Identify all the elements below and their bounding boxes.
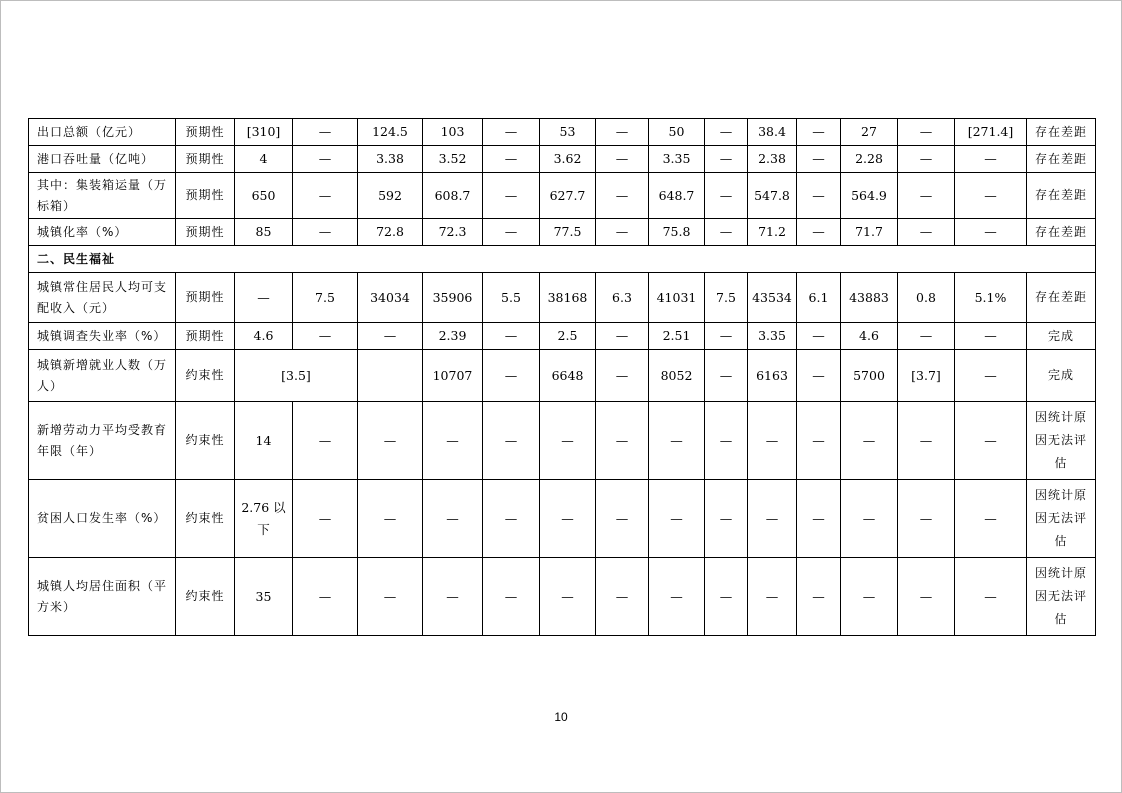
value-cell: — (293, 146, 358, 173)
value-cell: 2.39 (423, 323, 483, 350)
section-row (29, 246, 1096, 273)
status-cell: 因统计原因无法评估 (1027, 480, 1096, 558)
value-cell: — (596, 558, 649, 636)
value-cell: — (705, 402, 748, 480)
value-cell: — (483, 558, 540, 636)
value-cell: 8052 (649, 350, 705, 402)
table-row (29, 402, 1096, 480)
value-cell: 5700 (841, 350, 898, 402)
indicator-name: 城镇人均居住面积（平方米） (29, 558, 176, 636)
value-cell: 35 (235, 558, 293, 636)
value-cell: 2.5 (540, 323, 596, 350)
value-cell: 6163 (748, 350, 797, 402)
value-cell: — (293, 119, 358, 146)
value-cell: 547.8 (748, 173, 797, 219)
value-cell: — (358, 558, 423, 636)
indicator-type: 约束性 (176, 480, 235, 558)
value-cell: 3.38 (358, 146, 423, 173)
indicator-table (28, 118, 1096, 636)
value-cell: — (596, 480, 649, 558)
value-cell: — (235, 273, 293, 323)
value-cell: 71.2 (748, 219, 797, 246)
value-cell: — (705, 146, 748, 173)
value-cell: 77.5 (540, 219, 596, 246)
status-cell: 存在差距 (1027, 119, 1096, 146)
value-cell: — (293, 173, 358, 219)
indicator-name: 新增劳动力平均受教育年限（年） (29, 402, 176, 480)
indicator-type: 预期性 (176, 219, 235, 246)
table-row (29, 173, 1096, 219)
value-cell: — (358, 323, 423, 350)
indicator-type: 约束性 (176, 558, 235, 636)
value-cell: 2.28 (841, 146, 898, 173)
value-cell: — (898, 402, 955, 480)
value-cell: — (898, 146, 955, 173)
value-cell: 103 (423, 119, 483, 146)
value-cell: 564.9 (841, 173, 898, 219)
value-cell: — (705, 558, 748, 636)
value-cell: — (797, 173, 841, 219)
value-cell: [310] (235, 119, 293, 146)
value-cell: — (483, 219, 540, 246)
value-cell: — (955, 173, 1027, 219)
value-cell: — (797, 402, 841, 480)
value-cell: [3.7] (898, 350, 955, 402)
value-cell: 71.7 (841, 219, 898, 246)
value-cell: — (955, 323, 1027, 350)
value-cell: — (483, 146, 540, 173)
table-row (29, 350, 1096, 402)
value-cell: 627.7 (540, 173, 596, 219)
indicator-name: 出口总额（亿元） (29, 119, 176, 146)
indicator-name: 贫困人口发生率（%） (29, 480, 176, 558)
indicator-name: 城镇常住居民人均可支配收入（元） (29, 273, 176, 323)
indicator-type: 预期性 (176, 323, 235, 350)
section-title: 二、民生福祉 (29, 246, 1096, 273)
status-cell: 存在差距 (1027, 219, 1096, 246)
value-cell: — (841, 558, 898, 636)
table-row (29, 119, 1096, 146)
indicator-name: 港口吞吐量（亿吨） (29, 146, 176, 173)
value-cell: — (483, 173, 540, 219)
value-cell: — (483, 480, 540, 558)
value-cell: — (423, 480, 483, 558)
value-cell: — (898, 219, 955, 246)
value-cell: 75.8 (649, 219, 705, 246)
value-cell: — (955, 146, 1027, 173)
value-cell: — (293, 558, 358, 636)
table-row (29, 558, 1096, 636)
table-row (29, 219, 1096, 246)
page-number: 10 (554, 710, 568, 724)
value-cell: — (540, 558, 596, 636)
value-cell: 650 (235, 173, 293, 219)
value-cell: — (358, 402, 423, 480)
value-cell: — (596, 119, 649, 146)
value-cell: 124.5 (358, 119, 423, 146)
value-cell: — (596, 173, 649, 219)
value-cell: — (423, 402, 483, 480)
value-cell: — (596, 350, 649, 402)
value-cell: — (898, 480, 955, 558)
value-cell: 6.3 (596, 273, 649, 323)
indicator-name: 城镇新增就业人数（万人） (29, 350, 176, 402)
indicator-type: 预期性 (176, 119, 235, 146)
value-cell: — (955, 480, 1027, 558)
value-cell: — (898, 323, 955, 350)
value-cell: — (955, 219, 1027, 246)
value-cell: 6648 (540, 350, 596, 402)
value-cell: — (483, 402, 540, 480)
value-cell: — (649, 402, 705, 480)
value-cell: — (293, 402, 358, 480)
value-cell: 5.5 (483, 273, 540, 323)
value-cell: 10707 (423, 350, 483, 402)
value-cell: — (483, 119, 540, 146)
value-cell: — (483, 350, 540, 402)
value-cell: — (955, 558, 1027, 636)
value-cell: — (596, 402, 649, 480)
value-cell: 4.6 (235, 323, 293, 350)
value-cell: — (898, 173, 955, 219)
value-cell: — (705, 480, 748, 558)
value-cell: — (293, 323, 358, 350)
indicator-type: 预期性 (176, 273, 235, 323)
value-cell: 72.3 (423, 219, 483, 246)
value-cell: 4 (235, 146, 293, 173)
value-cell: 35906 (423, 273, 483, 323)
value-cell: — (705, 323, 748, 350)
value-cell: 34034 (358, 273, 423, 323)
value-cell: [271.4] (955, 119, 1027, 146)
target-cell: [3.5] (235, 350, 358, 402)
value-cell: — (797, 219, 841, 246)
value-cell: 7.5 (705, 273, 748, 323)
value-cell: — (797, 323, 841, 350)
value-cell: — (705, 173, 748, 219)
status-cell: 完成 (1027, 350, 1096, 402)
value-cell: 53 (540, 119, 596, 146)
value-cell: — (841, 402, 898, 480)
value-cell: — (955, 350, 1027, 402)
value-cell: — (898, 558, 955, 636)
value-cell: — (483, 323, 540, 350)
value-cell: 0.8 (898, 273, 955, 323)
indicator-type: 预期性 (176, 173, 235, 219)
value-cell: 648.7 (649, 173, 705, 219)
value-cell: 4.6 (841, 323, 898, 350)
value-cell: — (748, 402, 797, 480)
value-cell: — (649, 480, 705, 558)
value-cell: — (797, 480, 841, 558)
value-cell: — (293, 480, 358, 558)
table-row (29, 323, 1096, 350)
value-cell: 14 (235, 402, 293, 480)
value-cell: 41031 (649, 273, 705, 323)
value-cell: — (955, 402, 1027, 480)
value-cell: — (540, 402, 596, 480)
table-row (29, 146, 1096, 173)
value-cell: 6.1 (797, 273, 841, 323)
value-cell: 592 (358, 173, 423, 219)
value-cell: 3.52 (423, 146, 483, 173)
value-cell: 43883 (841, 273, 898, 323)
value-cell: — (596, 219, 649, 246)
indicator-type: 约束性 (176, 402, 235, 480)
value-cell: 2.76 以下 (235, 480, 293, 558)
value-cell (358, 350, 423, 402)
indicator-name: 其中：集装箱运量（万标箱） (29, 173, 176, 219)
indicator-type: 预期性 (176, 146, 235, 173)
value-cell: — (748, 480, 797, 558)
value-cell: 38168 (540, 273, 596, 323)
value-cell: — (423, 558, 483, 636)
status-cell: 存在差距 (1027, 273, 1096, 323)
value-cell: 50 (649, 119, 705, 146)
value-cell: — (841, 480, 898, 558)
indicator-name: 城镇调查失业率（%） (29, 323, 176, 350)
value-cell: 7.5 (293, 273, 358, 323)
value-cell: — (797, 146, 841, 173)
value-cell: 3.35 (649, 146, 705, 173)
value-cell: 2.51 (649, 323, 705, 350)
value-cell: — (898, 119, 955, 146)
value-cell: 72.8 (358, 219, 423, 246)
value-cell: 27 (841, 119, 898, 146)
table-row (29, 480, 1096, 558)
status-cell: 因统计原因无法评估 (1027, 558, 1096, 636)
value-cell: — (293, 219, 358, 246)
indicator-name: 城镇化率（%） (29, 219, 176, 246)
value-cell: — (358, 480, 423, 558)
status-cell: 因统计原因无法评估 (1027, 402, 1096, 480)
value-cell: 43534 (748, 273, 797, 323)
value-cell: — (596, 146, 649, 173)
value-cell: 85 (235, 219, 293, 246)
status-cell: 存在差距 (1027, 173, 1096, 219)
table-row (29, 273, 1096, 323)
indicator-type: 约束性 (176, 350, 235, 402)
value-cell: — (748, 558, 797, 636)
value-cell: — (705, 119, 748, 146)
value-cell: 3.62 (540, 146, 596, 173)
value-cell: — (797, 558, 841, 636)
value-cell: — (797, 350, 841, 402)
value-cell: 5.1% (955, 273, 1027, 323)
value-cell: 608.7 (423, 173, 483, 219)
value-cell: — (596, 323, 649, 350)
status-cell: 存在差距 (1027, 146, 1096, 173)
value-cell: — (649, 558, 705, 636)
value-cell: — (705, 350, 748, 402)
value-cell: — (705, 219, 748, 246)
status-cell: 完成 (1027, 323, 1096, 350)
value-cell: — (540, 480, 596, 558)
value-cell: 3.35 (748, 323, 797, 350)
value-cell: — (797, 119, 841, 146)
value-cell: 38.4 (748, 119, 797, 146)
value-cell: 2.38 (748, 146, 797, 173)
